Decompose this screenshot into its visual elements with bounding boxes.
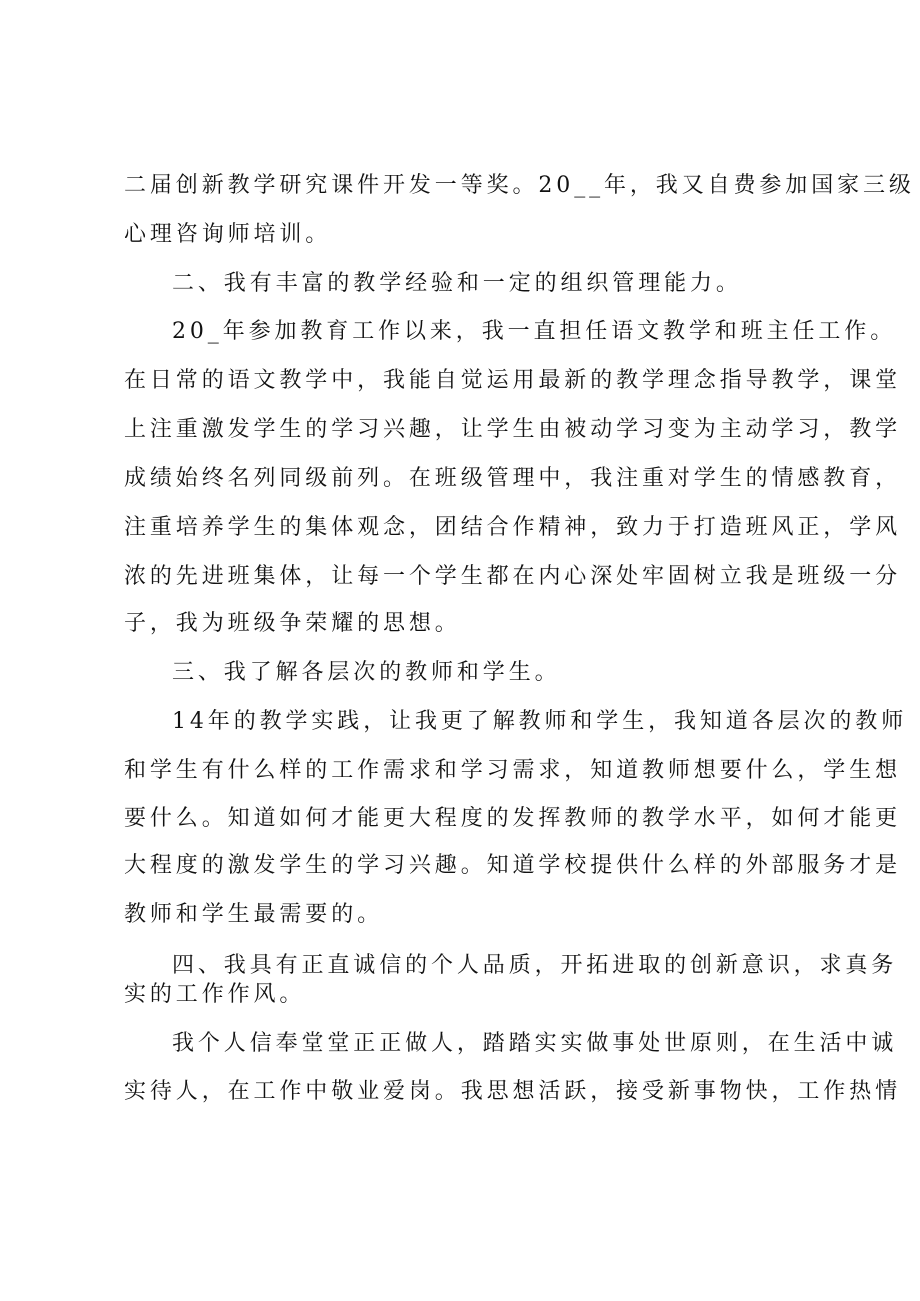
text-line: 我个人信奉堂堂正正做人，踏踏实实做事处世原则，在生活中诚 xyxy=(172,1031,898,1056)
text-line: 14年的教学实践，让我更了解教师和学生，我知道各层次的教师 xyxy=(172,709,908,734)
section-heading-continued: 实的工作作风。 xyxy=(124,982,306,1007)
text-line: 成绩始终名列同级前列。在班级管理中，我注重对学生的情感教育， xyxy=(124,466,902,491)
text-line: 和学生有什么样的工作需求和学习需求，知道教师想要什么，学生想 xyxy=(124,758,902,783)
section-heading: 三、我了解各层次的教师和学生。 xyxy=(172,660,561,685)
section-heading: 四、我具有正直诚信的个人品质，开拓进取的创新意识，求真务 xyxy=(172,953,898,978)
text-line: 浓的先进班集体，让每一个学生都在内心深处牢固树立我是班级一分 xyxy=(124,564,902,589)
text-line: 教师和学生最需要的。 xyxy=(124,902,384,927)
text-line: 上注重激发学生的学习兴趣，让学生由被动学习变为主动学习，教学 xyxy=(124,417,902,442)
text-line: 子，我为班级争荣耀的思想。 xyxy=(124,611,461,636)
text-line: 心理咨询师培训。 xyxy=(124,222,332,247)
text-line: 20_年参加教育工作以来，我一直担任语文教学和班主任工作。 xyxy=(172,319,897,344)
section-heading: 二、我有丰富的教学经验和一定的组织管理能力。 xyxy=(172,271,742,296)
text-line: 大程度的激发学生的学习兴趣。知道学校提供什么样的外部服务才是 xyxy=(124,853,902,878)
text-line: 要什么。知道如何才能更大程度的发挥教师的教学水平，如何才能更 xyxy=(124,806,902,831)
text-line: 注重培养学生的集体观念，团结合作精神，致力于打造班风正，学风 xyxy=(124,515,902,540)
text-line: 二届创新教学研究课件开发一等奖。20__年，我又自费参加国家三级 xyxy=(124,173,915,198)
text-line: 实待人，在工作中敬业爱岗。我思想活跃，接受新事物快，工作热情 xyxy=(124,1079,902,1104)
text-line: 在日常的语文教学中，我能自觉运用最新的教学理念指导教学，课堂 xyxy=(124,368,902,393)
